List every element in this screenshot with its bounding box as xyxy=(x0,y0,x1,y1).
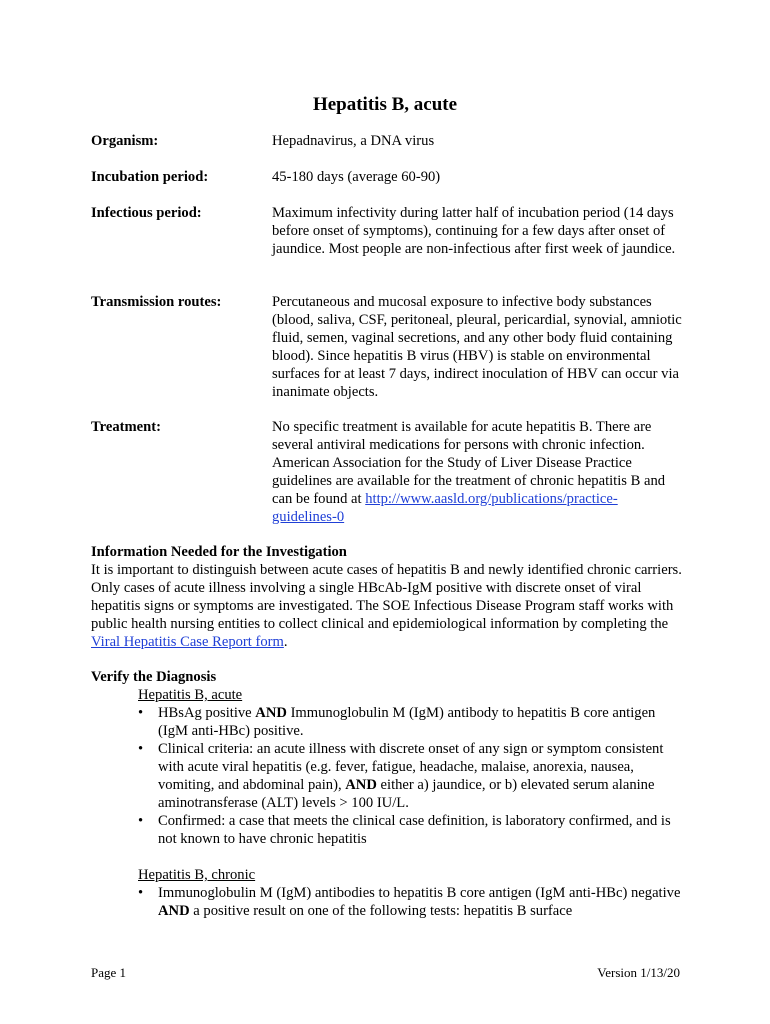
investigation-end: . xyxy=(283,634,288,650)
verify-section xyxy=(91,668,686,920)
treatment-text: No specific treatment is available for acute hepatitis B. There are several antiviral medications for persons with chronic infection. American Association for the Study of Liver Disease Practice guidelines are available for the treatment of chronic hepatitis B and can be found at xyxy=(272,419,666,507)
bullet-icon: • xyxy=(138,885,144,901)
list-item xyxy=(91,884,686,920)
acute-criteria-list xyxy=(91,704,686,848)
list-item xyxy=(91,704,686,740)
investigation-section xyxy=(91,543,686,651)
chronic-subheading: Hepatitis B, chronic xyxy=(138,867,256,883)
investigation-body: It is important to distinguish between acute cases of hepatitis B and newly identified chronic carriers. Only cases of acute illness involving a single HBcAb-IgM positive with discrete onset of viral hepatitis signs or symptoms are investigated. The SOE Infectious Disease Program staff works with public health nursing entities to collect clinical and epidemiological information by completing the xyxy=(91,562,682,632)
verify-heading: Verify the Diagnosis xyxy=(91,669,217,685)
organism-value: Hepadnavirus, a DNA virus xyxy=(272,133,435,149)
item-text: Clinical criteria: an acute illness with discrete onset of any sign or symptom consistent with acute viral hepatitis (e.g. fever, fatigue, headache, malaise, anorexia, nausea, vomiting, and abdominal pain), xyxy=(158,741,664,793)
item-text-end: a positive result on one of the following tests: hepatitis B surface xyxy=(189,903,573,919)
infectious-label: Infectious period: xyxy=(91,205,202,221)
transmission-label: Transmission routes: xyxy=(91,294,222,310)
acute-subheading: Hepatitis B, acute xyxy=(138,687,243,703)
investigation-heading: Information Needed for the Investigation xyxy=(91,544,347,560)
page-number: Page 1 xyxy=(91,965,127,980)
chronic-criteria-list xyxy=(91,884,686,920)
incubation-label: Incubation period: xyxy=(91,169,209,185)
treatment-value xyxy=(272,418,682,526)
incubation-value: 45-180 days (average 60-90) xyxy=(272,169,441,185)
item-text: Immunoglobulin M (IgM) antibodies to hepatitis B core antigen (IgM anti-HBc) negative xyxy=(158,885,681,901)
bullet-icon: • xyxy=(138,741,144,757)
organism-label: Organism: xyxy=(91,133,159,149)
item-bold: AND xyxy=(255,705,287,721)
item-text: HBsAg positive xyxy=(158,705,256,721)
item-text: Confirmed: a case that meets the clinical case definition, is laboratory confirmed, and is not known to have chronic hepatitis xyxy=(158,813,671,847)
item-text-end: either a) jaundice, or b) elevated serum alanine aminotransferase (ALT) levels > 100 IU/L. xyxy=(158,777,655,811)
page-title: Hepatitis B, acute xyxy=(312,94,458,115)
bullet-icon: • xyxy=(138,813,144,829)
list-item xyxy=(91,812,686,848)
item-bold: AND xyxy=(345,777,377,793)
treatment-label: Treatment: xyxy=(91,419,161,435)
version-label: Version 1/13/20 xyxy=(597,965,680,980)
item-bold: AND xyxy=(158,903,190,919)
item-text-end: Immunoglobulin M (IgM) antibody to hepatitis B core antigen (IgM anti-HBc) positive. xyxy=(158,705,656,739)
case-report-form-link[interactable]: Viral Hepatitis Case Report form xyxy=(91,634,284,650)
infectious-value: Maximum infectivity during latter half of incubation period (14 days before onset of symptoms), continuing for a few days after onset of jaundice. Most people are non-infectious after first week of jaundice. xyxy=(272,205,676,257)
bullet-icon: • xyxy=(138,705,144,721)
investigation-text xyxy=(91,561,686,651)
transmission-value: Percutaneous and mucosal exposure to infective body substances (blood, saliva, CSF, peritoneal, pleural, pericardial, synovial, amniotic fluid, semen, vaginal secretions, and any other body fluid containing blood). Since hepatitis B virus (HBV) is stable on environmental surfaces for at least 7 days, indirect inoculation of HBV can occur via inanimate objects. xyxy=(272,294,682,400)
aasld-guidelines-link[interactable]: http://www.aasld.org/publications/practice-guidelines-0 xyxy=(272,491,618,525)
list-item xyxy=(91,740,686,812)
